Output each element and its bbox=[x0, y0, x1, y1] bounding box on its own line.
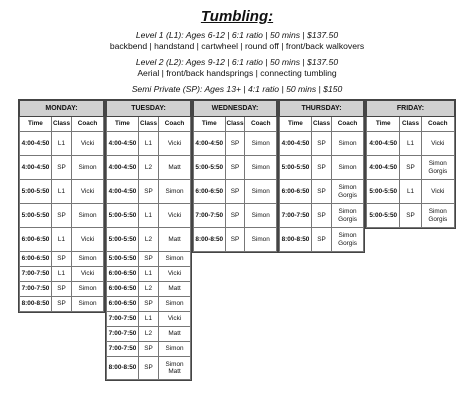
table-row bbox=[20, 204, 104, 228]
coach-cell: Vicki bbox=[421, 180, 454, 204]
table-row bbox=[280, 156, 364, 180]
level-1-skills: backbend | handstand | cartwheel | round off | front/back walkovers bbox=[109, 41, 365, 51]
time-cell: 4:00-4:50 bbox=[367, 156, 400, 180]
coach-cell: Simon bbox=[332, 156, 364, 180]
time-cell: 5:00-5:50 bbox=[107, 228, 139, 252]
class-cell: SP bbox=[311, 228, 331, 252]
time-column-header: Time bbox=[194, 117, 226, 132]
time-cell: 6:00-6:50 bbox=[280, 180, 312, 204]
coach-cell: Simon bbox=[159, 297, 191, 312]
coach-cell: Simon bbox=[332, 132, 364, 156]
table-row bbox=[107, 156, 191, 180]
table-row bbox=[20, 267, 104, 282]
table-row bbox=[107, 204, 191, 228]
coach-cell: Simon bbox=[245, 132, 277, 156]
level-2-heading: Level 2 (L2): Ages 9-12 | 6:1 ratio | 50 mins | $137.50 bbox=[135, 57, 339, 67]
day-table-thursday bbox=[278, 99, 365, 253]
table-row bbox=[280, 228, 364, 252]
time-cell: 4:00-4:50 bbox=[107, 132, 139, 156]
class-cell: SP bbox=[138, 357, 158, 380]
time-cell: 5:00-5:50 bbox=[107, 204, 139, 228]
time-cell: 5:00-5:50 bbox=[20, 204, 52, 228]
table-row bbox=[20, 156, 104, 180]
class-column-header: Class bbox=[400, 117, 421, 132]
day-table-friday bbox=[365, 99, 456, 229]
level-1-info bbox=[0, 30, 474, 52]
class-cell: SP bbox=[51, 204, 71, 228]
time-cell: 5:00-5:50 bbox=[20, 180, 52, 204]
time-cell: 6:00-6:50 bbox=[20, 228, 52, 252]
coach-cell: Simon bbox=[159, 252, 191, 267]
time-column-header: Time bbox=[20, 117, 52, 132]
table-row bbox=[20, 228, 104, 252]
class-cell: L1 bbox=[400, 132, 421, 156]
class-column-header: Class bbox=[225, 117, 245, 132]
class-cell: SP bbox=[311, 204, 331, 228]
coach-column-header: Coach bbox=[245, 117, 277, 132]
time-cell: 5:00-5:50 bbox=[280, 156, 312, 180]
coach-cell: Vicki bbox=[159, 312, 191, 327]
time-column-header: Time bbox=[280, 117, 312, 132]
schedule-table bbox=[106, 100, 191, 380]
coach-cell: Vicki bbox=[72, 180, 104, 204]
coach-cell: Vicki bbox=[72, 132, 104, 156]
coach-cell: Vicki bbox=[72, 228, 104, 252]
day-table-monday bbox=[18, 99, 105, 313]
coach-column-header: Coach bbox=[332, 117, 364, 132]
day-table-wednesday bbox=[192, 99, 278, 253]
table-row bbox=[107, 267, 191, 282]
level-2-info bbox=[0, 57, 474, 79]
page-title: Tumbling: bbox=[200, 8, 274, 25]
table-row bbox=[194, 156, 277, 180]
time-cell: 6:00-6:50 bbox=[20, 252, 52, 267]
table-row bbox=[107, 342, 191, 357]
level-2-skills: Aerial | front/back handsprings | connecting tumbling bbox=[137, 68, 337, 78]
class-cell: L2 bbox=[138, 282, 158, 297]
coach-cell: Simon Matt bbox=[159, 357, 191, 380]
coach-cell: Simon bbox=[245, 204, 277, 228]
semi-private-heading: Semi Private (SP): Ages 13+ | 4:1 ratio | 50 mins | $150 bbox=[131, 84, 343, 94]
class-cell: L2 bbox=[138, 327, 158, 342]
table-row bbox=[367, 132, 455, 156]
time-cell: 5:00-5:50 bbox=[107, 252, 139, 267]
coach-cell: Vicki bbox=[159, 267, 191, 282]
class-cell: SP bbox=[138, 180, 158, 204]
table-row bbox=[107, 327, 191, 342]
table-row bbox=[107, 180, 191, 204]
class-cell: L1 bbox=[51, 267, 71, 282]
class-cell: SP bbox=[400, 204, 421, 228]
class-cell: SP bbox=[138, 297, 158, 312]
table-row bbox=[20, 132, 104, 156]
coach-cell: Simon bbox=[72, 297, 104, 312]
coach-cell: Simon bbox=[245, 180, 277, 204]
coach-cell: Simon bbox=[245, 156, 277, 180]
class-cell: SP bbox=[311, 132, 331, 156]
class-cell: SP bbox=[138, 342, 158, 357]
coach-cell: Vicki bbox=[159, 204, 191, 228]
class-cell: SP bbox=[311, 156, 331, 180]
schedule-table bbox=[19, 100, 104, 312]
table-row bbox=[367, 204, 455, 228]
time-cell: 6:00-6:50 bbox=[107, 267, 139, 282]
coach-column-header: Coach bbox=[421, 117, 454, 132]
table-row bbox=[107, 132, 191, 156]
day-header: THURSDAY: bbox=[280, 101, 364, 117]
time-cell: 4:00-4:50 bbox=[367, 132, 400, 156]
level-1-heading: Level 1 (L1): Ages 6-12 | 6:1 ratio | 50 mins | $137.50 bbox=[135, 30, 339, 40]
class-cell: L1 bbox=[138, 312, 158, 327]
table-row bbox=[107, 252, 191, 267]
day-header: WEDNESDAY: bbox=[194, 101, 277, 117]
day-header: TUESDAY: bbox=[107, 101, 191, 117]
class-cell: SP bbox=[51, 252, 71, 267]
semi-private-info bbox=[0, 84, 474, 95]
coach-cell: Matt bbox=[159, 327, 191, 342]
table-row bbox=[280, 204, 364, 228]
class-cell: L1 bbox=[138, 204, 158, 228]
schedule-table bbox=[366, 100, 455, 228]
class-cell: L1 bbox=[51, 228, 71, 252]
time-cell: 8:00-8:50 bbox=[107, 357, 139, 380]
time-cell: 6:00-6:50 bbox=[194, 180, 226, 204]
time-cell: 5:00-5:50 bbox=[367, 180, 400, 204]
time-cell: 4:00-4:50 bbox=[107, 180, 139, 204]
coach-cell: Simon Gorgis bbox=[332, 228, 364, 252]
coach-cell: Matt bbox=[159, 228, 191, 252]
table-row bbox=[107, 228, 191, 252]
time-cell: 4:00-4:50 bbox=[107, 156, 139, 180]
class-cell: SP bbox=[138, 252, 158, 267]
time-cell: 8:00-8:50 bbox=[280, 228, 312, 252]
coach-cell: Simon bbox=[245, 228, 277, 252]
time-cell: 7:00-7:50 bbox=[280, 204, 312, 228]
class-column-header: Class bbox=[311, 117, 331, 132]
table-row bbox=[280, 132, 364, 156]
time-cell: 4:00-4:50 bbox=[280, 132, 312, 156]
day-header: FRIDAY: bbox=[367, 101, 455, 117]
class-cell: SP bbox=[51, 282, 71, 297]
class-cell: SP bbox=[225, 180, 245, 204]
time-cell: 4:00-4:50 bbox=[20, 132, 52, 156]
time-cell: 8:00-8:50 bbox=[194, 228, 226, 252]
table-row bbox=[107, 282, 191, 297]
coach-column-header: Coach bbox=[72, 117, 104, 132]
class-cell: SP bbox=[51, 156, 71, 180]
coach-cell: Vicki bbox=[421, 132, 454, 156]
day-table-tuesday bbox=[105, 99, 192, 381]
time-cell: 7:00-7:50 bbox=[20, 282, 52, 297]
class-cell: L2 bbox=[138, 156, 158, 180]
class-cell: SP bbox=[225, 228, 245, 252]
time-column-header: Time bbox=[367, 117, 400, 132]
day-header: MONDAY: bbox=[20, 101, 104, 117]
class-cell: L1 bbox=[51, 132, 71, 156]
coach-cell: Simon bbox=[159, 180, 191, 204]
class-cell: L1 bbox=[51, 180, 71, 204]
coach-cell: Matt bbox=[159, 282, 191, 297]
coach-cell: Simon bbox=[159, 342, 191, 357]
table-row bbox=[107, 297, 191, 312]
coach-cell: Simon bbox=[72, 204, 104, 228]
class-cell: SP bbox=[311, 180, 331, 204]
time-cell: 7:00-7:50 bbox=[107, 342, 139, 357]
time-cell: 7:00-7:50 bbox=[20, 267, 52, 282]
table-row bbox=[194, 132, 277, 156]
coach-cell: Vicki bbox=[72, 267, 104, 282]
time-cell: 5:00-5:50 bbox=[194, 156, 226, 180]
time-cell: 4:00-4:50 bbox=[194, 132, 226, 156]
class-cell: L1 bbox=[138, 132, 158, 156]
coach-cell: Simon Gorgis bbox=[421, 204, 454, 228]
time-cell: 5:00-5:50 bbox=[367, 204, 400, 228]
coach-cell: Simon Gorgis bbox=[332, 180, 364, 204]
class-cell: SP bbox=[225, 204, 245, 228]
coach-cell: Simon Gorgis bbox=[332, 204, 364, 228]
schedule-table bbox=[193, 100, 277, 252]
class-cell: L1 bbox=[138, 267, 158, 282]
coach-cell: Vicki bbox=[159, 132, 191, 156]
table-row bbox=[367, 156, 455, 180]
coach-cell: Matt bbox=[159, 156, 191, 180]
table-row bbox=[367, 180, 455, 204]
class-cell: SP bbox=[225, 156, 245, 180]
table-row bbox=[20, 180, 104, 204]
time-column-header: Time bbox=[107, 117, 139, 132]
table-row bbox=[20, 282, 104, 297]
class-column-header: Class bbox=[138, 117, 158, 132]
table-row bbox=[20, 297, 104, 312]
class-cell: SP bbox=[400, 156, 421, 180]
table-row bbox=[194, 204, 277, 228]
coach-column-header: Coach bbox=[159, 117, 191, 132]
time-cell: 7:00-7:50 bbox=[194, 204, 226, 228]
class-cell: L2 bbox=[138, 228, 158, 252]
coach-cell: Simon bbox=[72, 282, 104, 297]
coach-cell: Simon bbox=[72, 156, 104, 180]
class-cell: SP bbox=[51, 297, 71, 312]
class-column-header: Class bbox=[51, 117, 71, 132]
table-row bbox=[194, 228, 277, 252]
time-cell: 6:00-6:50 bbox=[107, 297, 139, 312]
time-cell: 4:00-4:50 bbox=[20, 156, 52, 180]
class-cell: SP bbox=[225, 132, 245, 156]
time-cell: 7:00-7:50 bbox=[107, 312, 139, 327]
table-row bbox=[20, 252, 104, 267]
schedule-table bbox=[279, 100, 364, 252]
table-row bbox=[107, 312, 191, 327]
coach-cell: Simon bbox=[72, 252, 104, 267]
table-row bbox=[280, 180, 364, 204]
class-cell: L1 bbox=[400, 180, 421, 204]
time-cell: 6:00-6:50 bbox=[107, 282, 139, 297]
table-row bbox=[107, 357, 191, 380]
coach-cell: Simon Gorgis bbox=[421, 156, 454, 180]
table-row bbox=[194, 180, 277, 204]
time-cell: 7:00-7:50 bbox=[107, 327, 139, 342]
time-cell: 8:00-8:50 bbox=[20, 297, 52, 312]
